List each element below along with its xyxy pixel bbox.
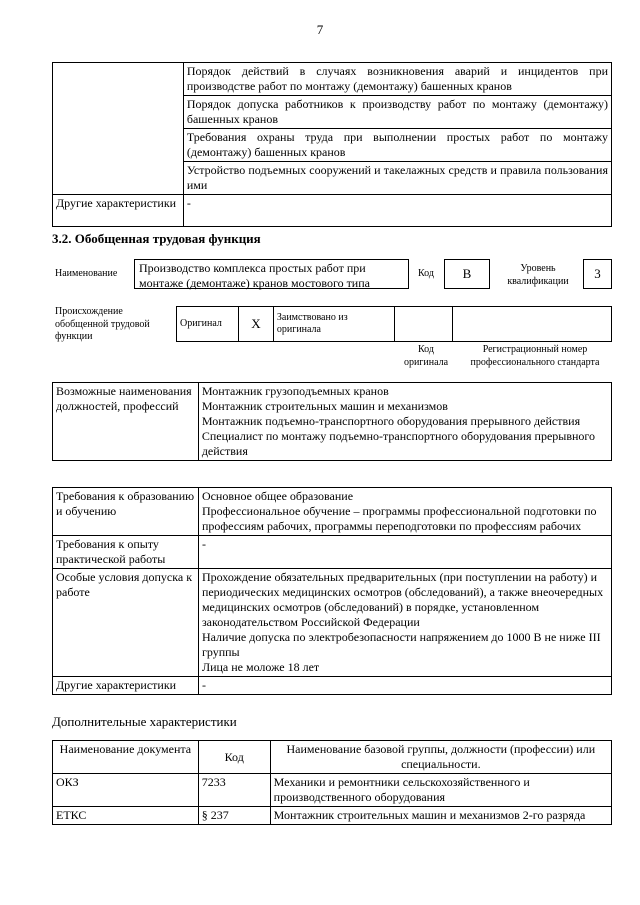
top-table-row: Устройство подъемных сооружений и такелажных средств и правила пользования ими <box>183 162 611 195</box>
positions-label: Возможные наименования должностей, профессий <box>53 383 199 461</box>
extra-cell: Механики и ремонтники сельскохозяйственного и производственного оборудования <box>270 774 611 807</box>
extra-cell: Монтажник строительных машин и механизмов 2-го разряда <box>270 807 611 825</box>
code-value: B <box>444 259 490 289</box>
admission-label: Особые условия допуска к работе <box>53 569 199 677</box>
positions-table <box>52 382 612 461</box>
position-item: Специалист по монтажу подъемно-транспортного оборудования прерывного действия <box>201 429 596 458</box>
education-line: Основное общее образование <box>201 489 354 503</box>
requirements-table <box>52 487 612 695</box>
top-table-row: Порядок действий в случаях возникновения аварий и инцидентов при производстве работ по монтажу (демонтажу) башенных кранов <box>183 63 611 96</box>
borrowed-label: Заимствовано из оригинала <box>273 307 394 342</box>
top-table-row: Требования охраны труда при выполнении простых работ по монтажу (демонтажу) башенных кранов <box>183 129 611 162</box>
position-item: Монтажник грузоподъемных кранов <box>201 384 389 398</box>
original-label: Оригинал <box>177 307 239 342</box>
level-value: 3 <box>583 259 612 289</box>
other-label: Другие характеристики <box>53 677 199 695</box>
code-original-cell <box>394 307 453 342</box>
admission-line: Лица не моложе 18 лет <box>201 660 320 674</box>
section-title: 3.2. Обобщенная трудовая функция <box>52 231 261 246</box>
top-table-row: Порядок допуска работников к производству работ по монтажу (демонтажу) башенных кранов <box>183 96 611 129</box>
name-value: Производство комплекса простых работ при монтаже (демонтаже) кранов мостового типа <box>134 259 409 289</box>
extra-title: Дополнительные характеристики <box>52 714 237 729</box>
extra-header: Наименование документа <box>53 741 199 774</box>
experience-value: - <box>198 536 611 569</box>
origin-table <box>176 306 612 342</box>
top-table-other-label: Другие характеристики <box>53 195 184 227</box>
name-label: Наименование <box>55 268 118 279</box>
extra-cell: ОКЗ <box>53 774 199 807</box>
extra-cell: § 237 <box>198 807 270 825</box>
top-table-other-value: - <box>183 195 611 227</box>
original-mark: X <box>238 307 273 342</box>
reg-number-cell <box>453 307 612 342</box>
experience-label: Требования к опыту практической работы <box>53 536 199 569</box>
extra-cell: ЕТКС <box>53 807 199 825</box>
page-number: 7 <box>316 22 324 37</box>
extra-table <box>52 740 612 825</box>
admission-line: Прохождение обязательных предварительных (при поступлении на работу) и периодических медицинских осмотров (обследований), а также внеочередных медицинских осмотров (обследований) в порядке, установленном законодательством Российской Федерации <box>201 570 604 629</box>
origin-label: Происхождение обобщенной трудовой функции <box>55 306 150 342</box>
education-line: Профессиональное обучение – программы профессиональной подготовки по профессиям рабочих, программы переподготовки по профессиям рабочих <box>201 504 597 533</box>
extra-header: Наименование базовой группы, должности (профессии) или специальности. <box>270 741 611 774</box>
level-label: Уровень квалификации <box>507 263 569 287</box>
position-item: Монтажник подъемно-транспортного оборудования прерывного действия <box>201 414 581 428</box>
reg-number-caption: Регистрационный номер профессионального стандарта <box>470 344 600 368</box>
education-label: Требования к образованию и обучению <box>53 488 199 536</box>
top-table <box>52 62 612 227</box>
code-label: Код <box>418 268 434 279</box>
code-original-caption: Код оригинала <box>403 344 449 368</box>
extra-header: Код <box>198 741 270 774</box>
top-table-empty-cell <box>53 63 184 195</box>
position-item: Монтажник строительных машин и механизмов <box>201 399 448 413</box>
admission-line: Наличие допуска по электробезопасности напряжением до 1000 В не ниже III группы <box>201 630 601 659</box>
extra-cell: 7233 <box>198 774 270 807</box>
other-value: - <box>198 677 611 695</box>
